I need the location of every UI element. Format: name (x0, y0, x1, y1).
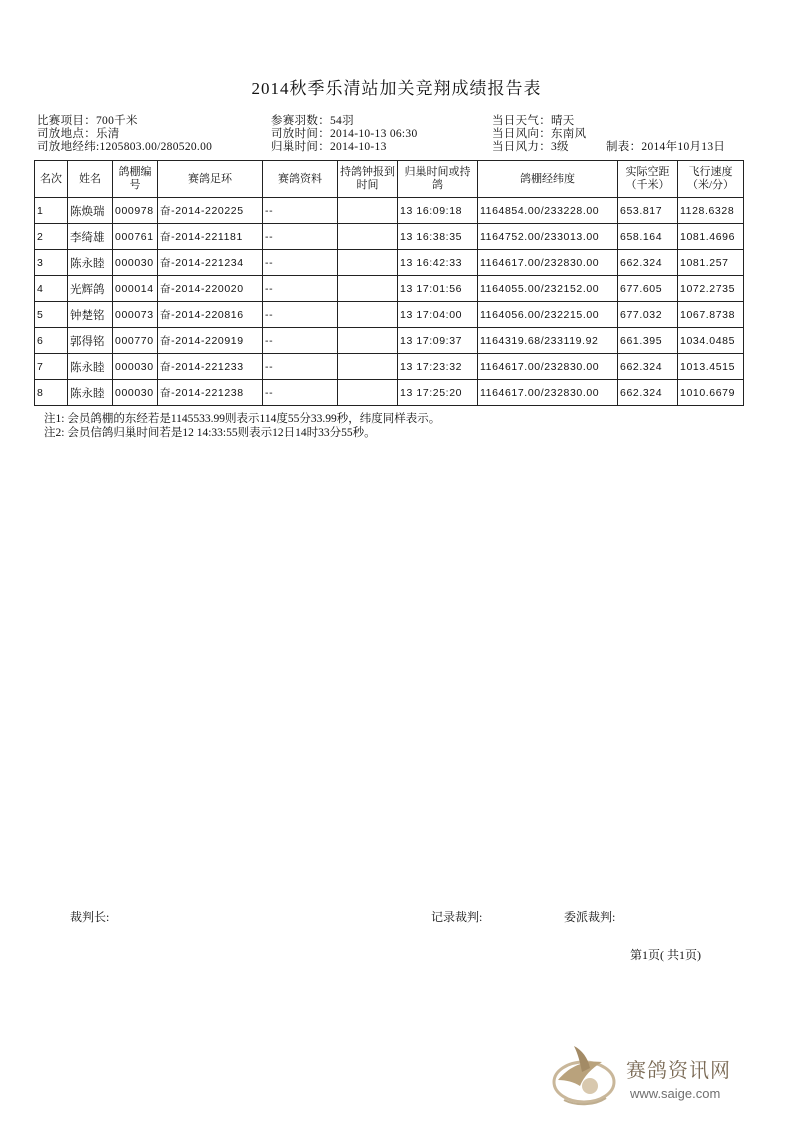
table-row (35, 302, 744, 328)
cell-pigeon-info: -- (263, 354, 338, 380)
meta-wind-direction: 当日风向：东南风 (492, 128, 587, 140)
header-speed: 飞行速度（米/分） (678, 161, 744, 198)
cell-return-time: 13 17:09:37 (398, 328, 478, 354)
cell-name: 陈永睦 (68, 380, 113, 406)
cell-return-time: 13 16:09:18 (398, 198, 478, 224)
cell-rank: 3 (35, 250, 68, 276)
cell-ring: 奋-2014-220919 (158, 328, 263, 354)
cell-rank: 2 (35, 224, 68, 250)
cell-speed: 1013.4515 (678, 354, 744, 380)
table-row (35, 224, 744, 250)
cell-pigeon-info: -- (263, 250, 338, 276)
cell-loft-no: 000030 (113, 250, 158, 276)
header-distance: 实际空距（千米） (618, 161, 678, 198)
cell-clock-time (338, 276, 398, 302)
cell-clock-time (338, 328, 398, 354)
header-return-time: 归巢时间或持鸽 (398, 161, 478, 198)
cell-loft-no: 000030 (113, 354, 158, 380)
cell-name: 光辉鸽 (68, 276, 113, 302)
cell-ring: 奋-2014-221233 (158, 354, 263, 380)
cell-distance: 677.605 (618, 276, 678, 302)
cell-distance: 662.324 (618, 250, 678, 276)
report-title: 2014秋季乐清站加关竞翔成绩报告表 (251, 79, 542, 98)
table-row (35, 250, 744, 276)
cell-distance: 658.164 (618, 224, 678, 250)
cell-distance: 662.324 (618, 380, 678, 406)
results-table (34, 160, 744, 406)
cell-ring: 奋-2014-220020 (158, 276, 263, 302)
cell-rank: 6 (35, 328, 68, 354)
cell-speed: 1081.4696 (678, 224, 744, 250)
cell-name: 陈永睦 (68, 250, 113, 276)
cell-pigeon-info: -- (263, 276, 338, 302)
table-row (35, 198, 744, 224)
cell-ring: 奋-2014-221238 (158, 380, 263, 406)
cell-name: 郭得铭 (68, 328, 113, 354)
cell-coords: 1164752.00/233013.00 (478, 224, 618, 250)
table-row (35, 354, 744, 380)
footer-delegate: 委派裁判: (564, 910, 616, 924)
cell-rank: 8 (35, 380, 68, 406)
cell-clock-time (338, 302, 398, 328)
meta-made-date: 制表：2014年10月13日 (606, 141, 726, 153)
cell-clock-time (338, 250, 398, 276)
cell-coords: 1164319.68/233119.92 (478, 328, 618, 354)
cell-return-time: 13 16:38:35 (398, 224, 478, 250)
cell-pigeon-info: -- (263, 328, 338, 354)
cell-return-time: 13 17:23:32 (398, 354, 478, 380)
meta-return-time: 归巢时间：2014-10-13 (271, 141, 387, 153)
meta-release-place: 司放地点：乐清 (37, 128, 120, 140)
cell-name: 钟楚铭 (68, 302, 113, 328)
cell-speed: 1072.2735 (678, 276, 744, 302)
cell-coords: 1164854.00/233228.00 (478, 198, 618, 224)
meta-item: 比赛项目：700千米 (37, 115, 138, 127)
cell-clock-time (338, 198, 398, 224)
cell-distance: 677.032 (618, 302, 678, 328)
note-1: 注1: 会员鸽棚的东经若是1145533.99则表示114度55分33.99秒，纬度同样表示。 (44, 413, 441, 425)
cell-loft-no: 000761 (113, 224, 158, 250)
cell-pigeon-info: -- (263, 302, 338, 328)
cell-rank: 1 (35, 198, 68, 224)
cell-loft-no: 000030 (113, 380, 158, 406)
header-name: 姓名 (68, 161, 113, 198)
cell-distance: 653.817 (618, 198, 678, 224)
cell-coords: 1164055.00/232152.00 (478, 276, 618, 302)
meta-wind-force: 当日风力：3级 (492, 141, 569, 153)
watermark-logo (544, 1036, 756, 1116)
cell-ring: 奋-2014-221181 (158, 224, 263, 250)
cell-coords: 1164056.00/232215.00 (478, 302, 618, 328)
cell-return-time: 13 17:01:56 (398, 276, 478, 302)
cell-speed: 1081.257 (678, 250, 744, 276)
header-rank: 名次 (35, 161, 68, 198)
watermark-text: 赛鸽资讯网 (626, 1058, 731, 1082)
header-pigeon-info: 赛鸽资料 (263, 161, 338, 198)
cell-ring: 奋-2014-220225 (158, 198, 263, 224)
pigeon-icon (544, 1036, 624, 1116)
cell-distance: 661.395 (618, 328, 678, 354)
header-coords: 鸽棚经纬度 (478, 161, 618, 198)
meta-count: 参赛羽数：54羽 (271, 115, 354, 127)
cell-speed: 1128.6328 (678, 198, 744, 224)
cell-speed: 1034.0485 (678, 328, 744, 354)
cell-clock-time (338, 354, 398, 380)
note-2: 注2: 会员信鸽归巢时间若是12 14:33:55则表示12日14时33分55秒。 (44, 427, 376, 439)
cell-coords: 1164617.00/232830.00 (478, 354, 618, 380)
table-row (35, 380, 744, 406)
cell-speed: 1067.8738 (678, 302, 744, 328)
cell-distance: 662.324 (618, 354, 678, 380)
cell-rank: 4 (35, 276, 68, 302)
header-loft-no: 鸽棚编号 (113, 161, 158, 198)
meta-weather: 当日天气：晴天 (492, 115, 575, 127)
page-number: 第1页( 共1页) (630, 948, 701, 962)
cell-pigeon-info: -- (263, 380, 338, 406)
footer-judge: 裁判长: (70, 910, 110, 924)
cell-name: 陈永睦 (68, 354, 113, 380)
cell-loft-no: 000073 (113, 302, 158, 328)
cell-ring: 奋-2014-220816 (158, 302, 263, 328)
cell-speed: 1010.6679 (678, 380, 744, 406)
table-row (35, 276, 744, 302)
cell-return-time: 13 16:42:33 (398, 250, 478, 276)
cell-loft-no: 000770 (113, 328, 158, 354)
table-header-row (35, 161, 744, 198)
cell-return-time: 13 17:04:00 (398, 302, 478, 328)
meta-release-time: 司放时间：2014-10-13 06:30 (271, 128, 418, 140)
cell-coords: 1164617.00/232830.00 (478, 250, 618, 276)
footer-recorder: 记录裁判: (431, 910, 483, 924)
cell-coords: 1164617.00/232830.00 (478, 380, 618, 406)
header-ring: 赛鸽足环 (158, 161, 263, 198)
meta-release-coords: 司放地经纬:1205803.00/280520.00 (37, 141, 213, 153)
header-clock-time: 持鸽钟报到时间 (338, 161, 398, 198)
cell-ring: 奋-2014-221234 (158, 250, 263, 276)
cell-pigeon-info: -- (263, 198, 338, 224)
cell-clock-time (338, 380, 398, 406)
cell-return-time: 13 17:25:20 (398, 380, 478, 406)
notes (44, 412, 440, 440)
cell-name: 李绮雄 (68, 224, 113, 250)
cell-rank: 5 (35, 302, 68, 328)
table-row (35, 328, 744, 354)
cell-rank: 7 (35, 354, 68, 380)
cell-loft-no: 000014 (113, 276, 158, 302)
cell-pigeon-info: -- (263, 224, 338, 250)
watermark-url: www.saige.com (630, 1086, 721, 1101)
cell-clock-time (338, 224, 398, 250)
cell-loft-no: 000978 (113, 198, 158, 224)
cell-name: 陈焕瑞 (68, 198, 113, 224)
